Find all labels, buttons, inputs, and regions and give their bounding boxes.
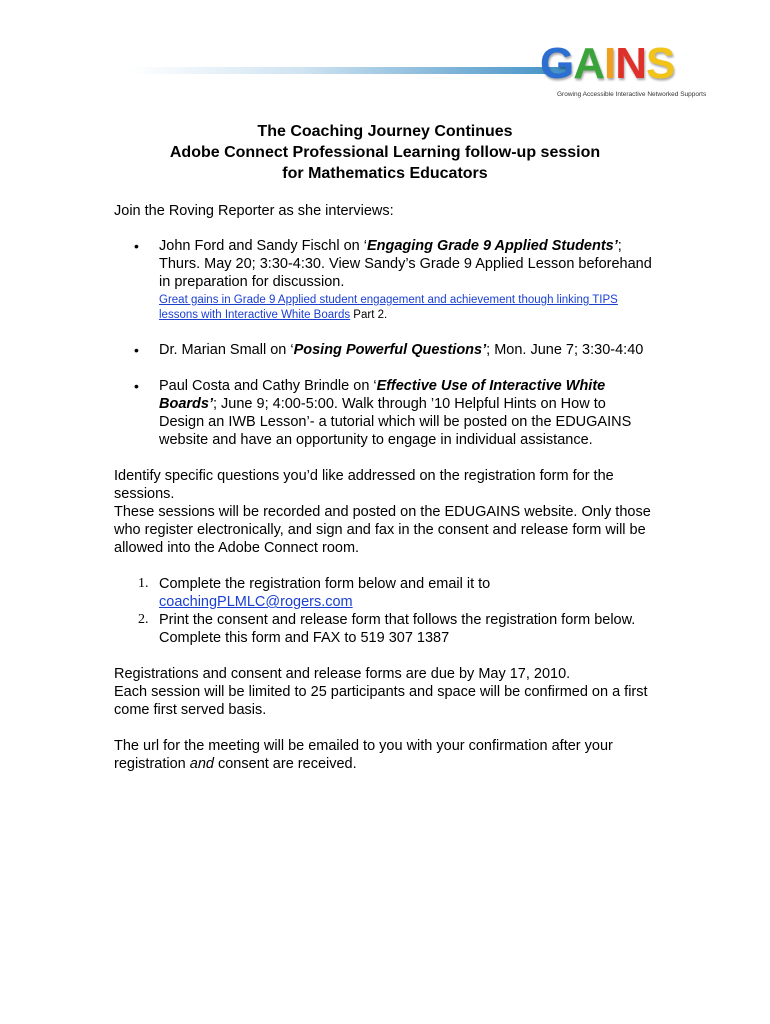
email-link[interactable]: coachingPLMLC@rogers.com — [159, 594, 353, 610]
page-title — [100, 121, 670, 184]
deadline-info: Registrations and consent and release forms are due by May 17, 2010. Each session will be limited to 25 participants and space will be confirmed on a first come first served basis. — [114, 666, 648, 718]
url-info: The url for the meeting will be emailed to you with your confirmation after your registration and consent are received. — [114, 738, 613, 772]
document-body — [114, 202, 654, 773]
list-item: • John Ford and Sandy Fischl on ‘Engaging Grade 9 Applied Students’; Thurs. May 20; 3:30-4:30. View Sandy’s Grade 9 Applied Lesson beforehand in preparation for discussion. Great gains in Grade 9 Applied student engagement and achievement though linking TIPS lessons with Interactive White Boards Part 2. — [114, 237, 654, 323]
logo-wordmark: GAINS — [540, 39, 675, 88]
step-item: 1. Complete the registration form below and email it to coachingPLMLC@rogers.com — [138, 576, 491, 610]
lesson-link-line: Great gains in Grade 9 Applied student engagement and achievement though linking TIPS lessons with Interactive White Boards Part 2. — [159, 294, 618, 321]
intro-text: Join the Roving Reporter as she interviews: — [114, 203, 394, 219]
header-gradient-bar — [128, 67, 568, 74]
bullet-icon: • — [134, 342, 139, 358]
step-item: 2. Print the consent and release form that follows the registration form below. Complete this form and FAX to 519 307 1387 — [138, 612, 636, 646]
lesson-link[interactable]: Great gains in Grade 9 Applied student engagement and achievement though linking TIPS lessons with Interactive White Boards — [159, 294, 618, 321]
interview-list — [114, 237, 654, 449]
registration-info: Identify specific questions you’d like addressed on the registration form for the sessions. These sessions will be recorded and posted on the EDUGAINS website. Only those who register electronically, and sign and fax in the consent and release form will be allowed into the Adobe Connect room. — [114, 468, 651, 556]
logo-tagline: Growing Accessible Interactive Networked Supports — [557, 91, 707, 98]
list-item: • Paul Costa and Cathy Brindle on ‘Effective Use of Interactive White Boards’; June 9; 4:00-5:00. Walk through ’10 Helpful Hints on How to Design an IWB Lesson’- a tutorial which will be posted on the EDUGAINS website and have an opportunity to engage in individual assistance. — [134, 378, 632, 448]
bullet-icon: • — [134, 238, 139, 254]
title-line-3: for Mathematics Educators — [282, 165, 488, 182]
title-line-2: Adobe Connect Professional Learning follow-up session — [169, 144, 601, 161]
bullet-icon: • — [134, 378, 139, 394]
steps-list — [114, 575, 654, 647]
list-item: • Dr. Marian Small on ‘Posing Powerful Questions’; Mon. June 7; 3:30-4:40 — [134, 342, 644, 358]
gains-logo — [540, 39, 707, 104]
title-line-1: The Coaching Journey Continues — [257, 123, 513, 140]
